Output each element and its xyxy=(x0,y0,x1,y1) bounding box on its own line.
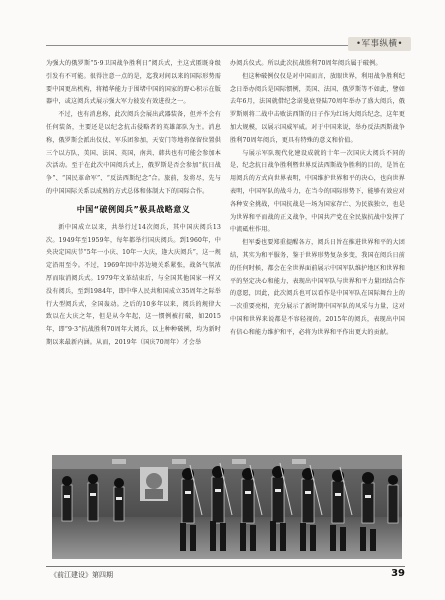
footer-rule xyxy=(46,566,405,567)
parade-photo xyxy=(52,455,402,559)
right-column xyxy=(230,58,405,468)
journal-title: 《前江建设》第四期 xyxy=(50,571,113,579)
section-heading: 中国“破例阅兵”极具战略意义 xyxy=(76,204,191,214)
paragraph: 为强大的俄罗斯“5·9卫国战争胜利日”阅兵式，主这式匿既身级引发有不可能。很得注意一点的是，迄我对间以来的国际形势需要中国更出机构，将精华能力于围堵中国的国家的野心积示在版器中，或这阅兵式展示强大军力彼发有效进役之一。 xyxy=(46,60,221,106)
paragraph: 办阅兵仪式。所以此次抗战胜利70周年阅兵属于破例。 xyxy=(230,60,382,67)
paragraph: 但这种破例仅仅是对中国而言，放眼世界，利用战争胜利纪念日举办阅兵是国际惯例，美国、法国、俄罗斯等不如此，譬如去年6月，法国就借纪念诺曼底登陆70周年举办了盛大阅兵，俄罗斯则将二战中击败法西斯的日子作为红场大阅兵纪念，这年更加大规模，以展示国威军威。对于中国来说，举办反法西斯战争胜利70周年阅兵，更具有特殊的意义和价值。 xyxy=(230,72,405,144)
page-number: 39 xyxy=(391,568,405,579)
section-tag: •军事纵横• xyxy=(348,37,411,51)
paragraph: 不过，也有消息称，此次阅兵会展出武器装备，但并不会有任何装备，主要还是以纪念抗击侵略者的英雄部队为主。消息称，俄罗斯会派出仪仗、军乐团参加，天安门等地将保留位置供三个以方队，美国、法国、英国，南共、韩共也有可能会参加本次活动。至于在此次中国阅兵式上，俄罗斯是否会参加“抗日战争”、“国民革命军”、“反法西斯纪念”合。旅前，发将尽，先与的中国国际关系以成熟的方式总体和体制大下的国际合作。 xyxy=(46,111,221,195)
paragraph: 但军委也要郑重提醒各方，阅兵日旨在推进世界和平的大团结，其实为和平服务，鉴于世界形势复杂多变，我国在阅兵日前的任何时候，都会在全世界面前展示中国军队维护地区和世界和平的坚定决心和能力，表现出中国军队与世界和平力量团结合作的意愿，因此，此次阅兵也可以看作是中国军队在国际舞台上的一次重要亮相，充分展示了新时期中国军队的风采与力量，这对中国和世界来说都是不容轻视的。2015年的阅兵，表现出中国有信心和能力维护和平，必将为世界和平作出更大的贡献。 xyxy=(230,239,405,336)
paragraph: 新中国成立以来，共举行过14次阅兵，其中国庆阅兵13次。1949年至1959年，每年都举行国庆阅兵。到1960年，中央决定国庆节“5年一小庆、10年一大庆，逢大庆阅兵”，这一规定沿用至今。不过，1969年因中苏边境关系紧张，战备气氛浓厚而取消阅兵式。1979年文革结束后，与全国其他国家一样又没有阅兵，至到1984年，即中华人民共和国成立35周年之际举行大型阅兵式，全国轰动。之后的10多年以来，阅兵的规律大致以在大庆之年，但是从今年起，这一惯例被打破，如2015年，即“9·3”抗战胜利70周年大阅兵，以上种种破例，均为新时期以来最新内涵。从而，2019年（国庆70周年）才会举 xyxy=(46,223,221,346)
paragraph: 与展示军队现代化建设成就的十年一次国庆大阅兵不同的是，纪念抗日战争胜利暨世界反法西斯战争胜利的目的，是旨在用阅兵的方式向世界表明，中国维护世界和平的决心，也向世界表明，中国军队的战斗力，在当今的国际形势下，能够有效应对各种安全挑战，中国抗战是一场为国家存亡、为民族独立，也是为世界和平而战的正义战争，中国共产党在全民族抗战中发挥了中流砥柱作用。 xyxy=(230,149,405,234)
parade-photo-illustration xyxy=(52,455,402,559)
left-column xyxy=(46,58,221,436)
